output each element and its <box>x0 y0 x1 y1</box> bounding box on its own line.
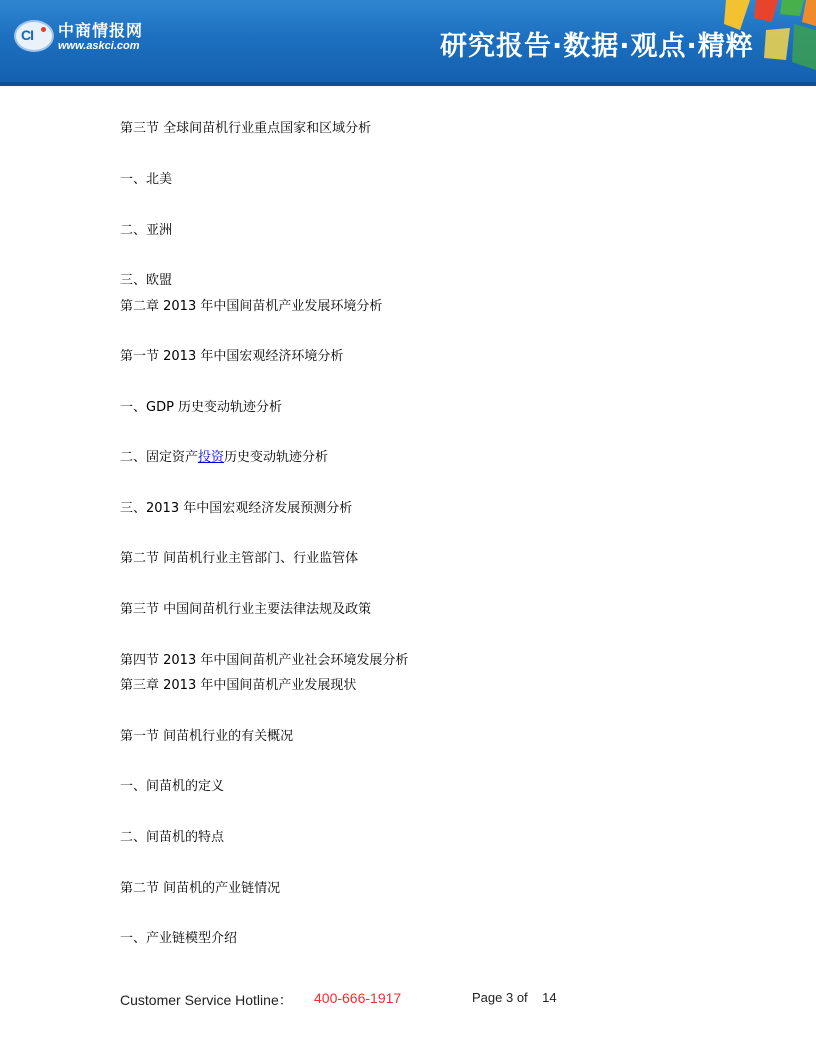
logo-icon <box>14 20 54 52</box>
page-number: Page 3 of 14 <box>472 990 557 1005</box>
brand-url: www.askci.com <box>58 40 140 52</box>
toc-line-suffix: 历史变动轨迹分析 <box>224 450 329 465</box>
hotline-label: Customer Service Hotline： <box>120 992 293 1008</box>
investment-link[interactable]: 投资 <box>198 450 225 465</box>
toc-line: 二、亚洲 <box>120 223 173 238</box>
toc-line: 一、产业链模型介绍 <box>120 931 238 946</box>
header-slogan: 研究报告·数据·观点·精粹 <box>440 31 754 62</box>
hotline-number: 400-666-1917 <box>314 990 402 1006</box>
logo-mark: CI <box>21 27 33 43</box>
toc-line: 第二节 间苗机的产业链情况 <box>120 881 281 896</box>
toc-line-prefix: 二、固定资产 <box>120 450 199 465</box>
toc-line: 第二节 间苗机行业主管部门、行业监管体 <box>120 551 359 566</box>
toc-line: 一、GDP 历史变动轨迹分析 <box>120 400 283 415</box>
toc-line: 第一节 2013 年中国宏观经济环境分析 <box>120 349 344 364</box>
toc-line: 一、间苗机的定义 <box>120 779 225 794</box>
toc-line: 二、间苗机的特点 <box>120 830 225 845</box>
toc-line-with-link <box>120 446 328 465</box>
toc-line: 三、2013 年中国宏观经济发展预测分析 <box>120 501 353 516</box>
header-banner <box>0 0 816 86</box>
toc-line: 第一节 间苗机行业的有关概况 <box>120 729 294 744</box>
logo-dot <box>41 27 46 32</box>
toc-line: 一、北美 <box>120 172 173 187</box>
toc-line: 第四节 2013 年中国间苗机产业社会环境发展分析 <box>120 653 409 668</box>
toc-line: 第二章 2013 年中国间苗机产业发展环境分析 <box>120 299 383 314</box>
toc-line: 第三节 全球间苗机行业重点国家和区域分析 <box>120 121 372 136</box>
toc-line: 三、欧盟 <box>120 273 173 288</box>
toc-line: 第三章 2013 年中国间苗机产业发展现状 <box>120 678 357 693</box>
toc-line: 第三节 中国间苗机行业主要法律法规及政策 <box>120 602 372 617</box>
brand-name: 中商情报网 <box>58 21 144 40</box>
decorative-bars-icon <box>706 0 816 86</box>
